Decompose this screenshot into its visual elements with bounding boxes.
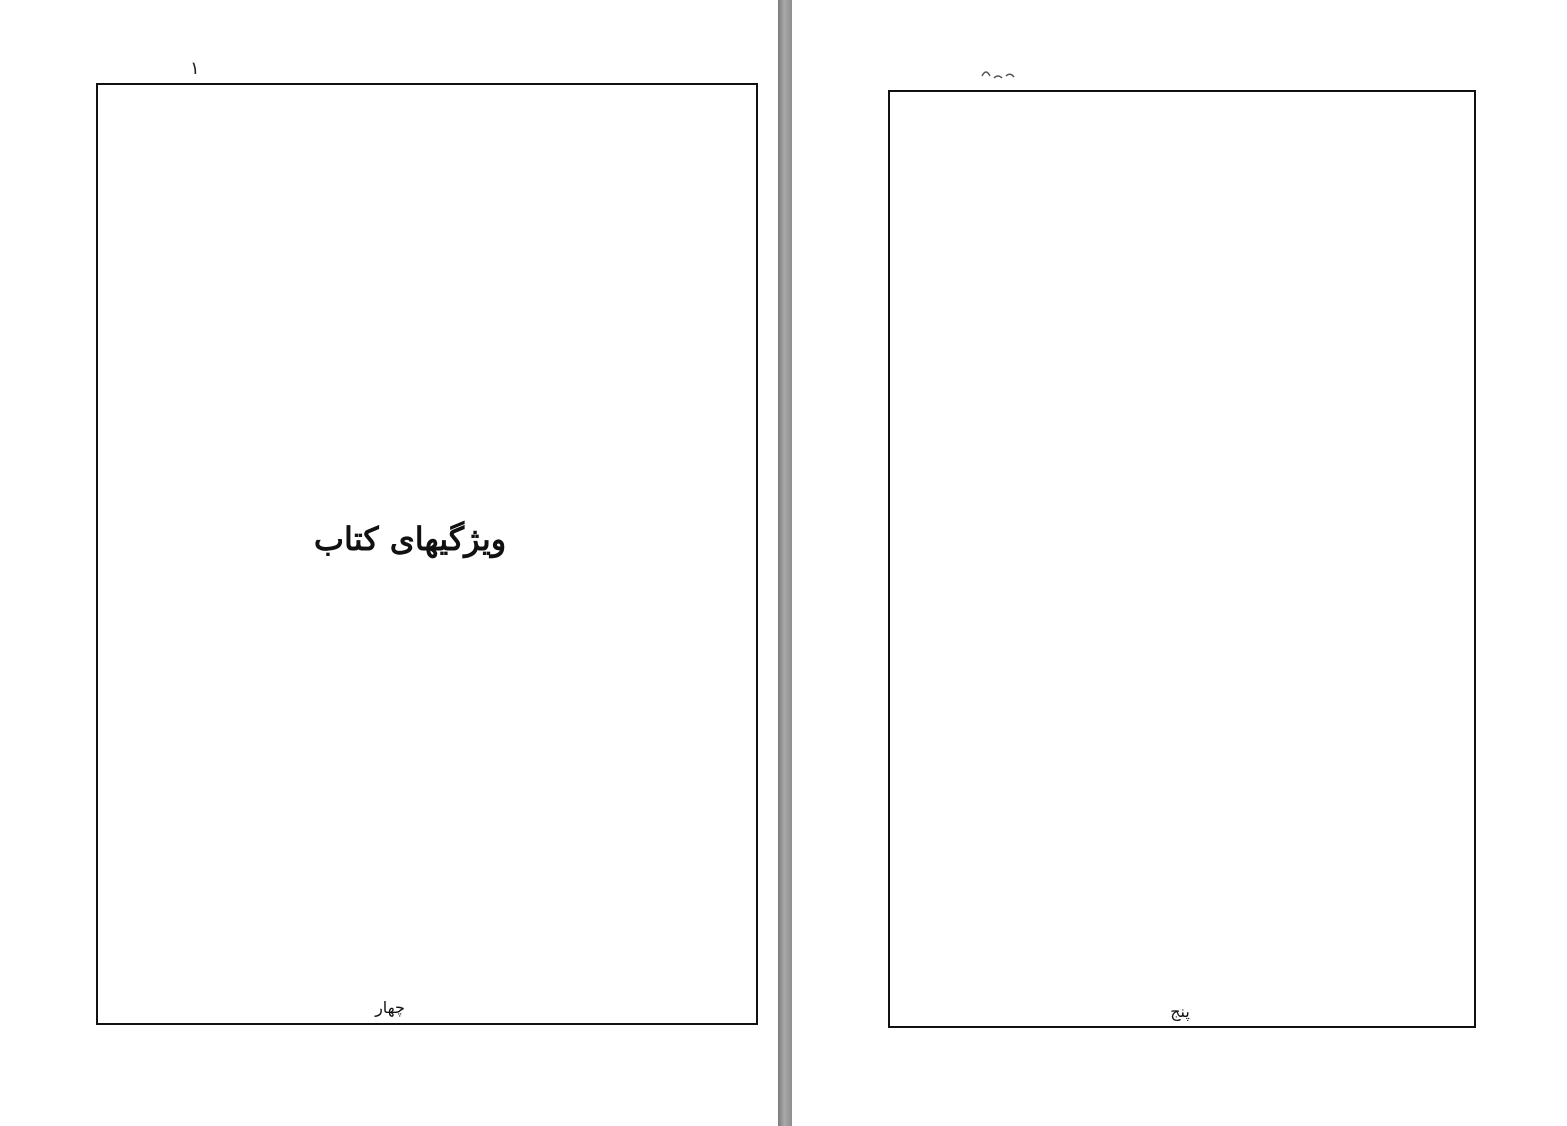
right-page-footer: پنج bbox=[1170, 1002, 1190, 1021]
left-paragraph-1 bbox=[124, 258, 734, 288]
section-heading: ویژگیهای کتاب bbox=[313, 520, 507, 558]
left-page-footer: چهار bbox=[375, 998, 405, 1017]
page-number: ١ bbox=[190, 58, 200, 79]
left-paragraph-4 bbox=[124, 632, 734, 662]
scan-mark-icon bbox=[978, 64, 1018, 84]
book-gutter bbox=[778, 0, 792, 1126]
left-page-text bbox=[124, 258, 734, 288]
right-paragraph-1 bbox=[918, 270, 1450, 300]
right-paragraph-3 bbox=[918, 330, 1450, 360]
left-paragraph-3 bbox=[124, 602, 734, 632]
left-paragraph-5 bbox=[124, 662, 734, 692]
right-page-frame bbox=[888, 90, 1476, 1028]
right-page-text bbox=[918, 270, 1450, 390]
left-paragraph-2 bbox=[124, 572, 734, 602]
left-page-text-lower bbox=[124, 572, 734, 692]
right-paragraph-2 bbox=[918, 300, 1450, 330]
right-paragraph-4 bbox=[918, 360, 1450, 390]
